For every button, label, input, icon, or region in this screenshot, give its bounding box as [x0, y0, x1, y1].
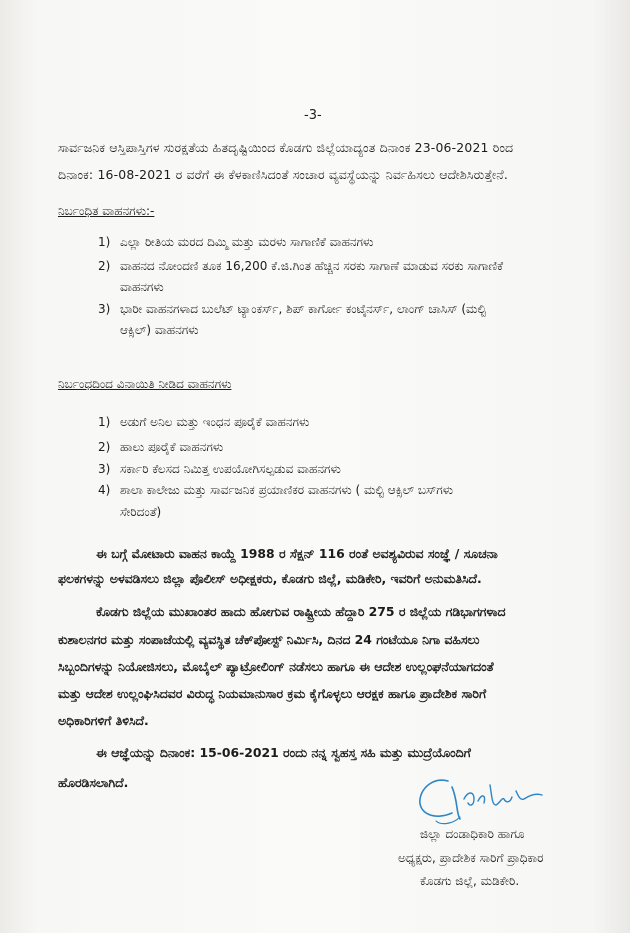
- para3-line-1: ಈ ಆಜ್ಞೆಯನ್ನು ದಿನಾಂಕ: 15-06-2021 ರಂದು ನನ್ನ ಸ್ವಹಸ್ತ ಸಹಿ ಮತ್ತು ಮುದ್ರೆಯೊಂದಿಗೆ: [96, 745, 471, 760]
- intro-line-2: ದಿನಾಂಕ: 16-08-2021 ರ ವರೆಗೆ ಈ ಕೆಳಕಾಣಿಸಿದಂತೆ ಸಂಚಾರ ವ್ಯವಸ್ಥೆಯನ್ನು ನಿರ್ವಹಿಸಲು ಆದೇಶಿಸಿರುತ್ತೇನೆ.: [58, 167, 508, 182]
- handwritten-signature: [412, 773, 572, 828]
- signatory-title-line-3: ಕೊಡಗು ಜಿಲ್ಲೆ, ಮಡಿಕೇರಿ.: [420, 874, 520, 888]
- list-text: ವಾಹನದ ನೋಂದಣಿ ತೂಕ 16,200 ಕೆ.ಜಿ.ಗಿಂತ ಹೆಚ್ಚಿನ ಸರಕು ಸಾಗಾಣೆ ಮಾಡುವ ಸರಕು ಸಾಗಾಣಿಕೆ: [120, 259, 504, 273]
- para3-line-2: ಹೊರಡಿಸಲಾಗಿದೆ.: [58, 775, 129, 790]
- page-number: -3-: [304, 108, 322, 123]
- list-text: ಅಡುಗೆ ಅನಿಲ ಮತ್ತು ಇಂಧನ ಪೂರೈಕೆ ವಾಹನಗಳು: [120, 415, 310, 429]
- para1-line-1: ಈ ಬಗ್ಗೆ ಮೋಟಾರು ವಾಹನ ಕಾಯ್ದೆ 1988 ರ ಸೆಕ್ಷನ್ 116 ರಂತೆ ಅವಶ್ಯವಿರುವ ಸಂಜ್ಞೆ / ಸೂಚನಾ: [96, 546, 498, 561]
- list-item: [98, 440, 223, 455]
- list-item: [98, 235, 373, 250]
- para2-line-4: ಮತ್ತು ಆದೇಶ ಉಲ್ಲಂಘಿಸಿದವರ ವಿರುದ್ಧ ನಿಯಮಾನುಸಾರ ಕ್ರಮ ಕೈಗೊಳ್ಳಲು ಆರಕ್ಷಕ ಹಾಗೂ ಪ್ರಾದೇಶಿಕ ಸಾರಿಗೆ: [58, 686, 487, 701]
- list-number: 3): [98, 462, 111, 476]
- list-item-continuation: ಸೇರಿದಂತೆ): [120, 505, 162, 519]
- list-number: 2): [98, 440, 111, 454]
- intro-line-1: ಸಾರ್ವಜನಿಕ ಆಸ್ತಿಪಾಸ್ತಿಗಳ ಸುರಕ್ಷತೆಯ ಹಿತದೃಷ್ಟಿಯಿಂದ ಕೊಡಗು ಜಿಲ್ಲೆಯಾದ್ಯಂತ ದಿನಾಂಕ 23-06-2021 ರಿಂದ: [58, 140, 514, 155]
- para2-line-5: ಅಧಿಕಾರಿಗಳಿಗೆ ತಿಳಿಸಿದೆ.: [58, 713, 149, 728]
- list-text: ಭಾರೀ ವಾಹನಗಳಾದ ಬುಲೆಟ್ ಟ್ಯಾಂಕರ್ಸ್, ಶಿಪ್ ಕಾರ್ಗೋ ಕಂಟೈನರ್ಸ್, ಲಾಂಗ್ ಚಾಸಿಸ್ (ಮಲ್ಟಿ: [120, 302, 486, 316]
- para2-line-2: ಕುಶಾಲನಗರ ಮತ್ತು ಸಂಪಾಜೆಯಲ್ಲಿ ವ್ಯವಸ್ಥಿತ ಚೆಕ್‌ಪೋಸ್ಟ್ ನಿರ್ಮಿಸಿ, ದಿನದ 24 ಗಂಟೆಯೂ ನಿಗಾ ವಹಿಸಲು: [58, 632, 480, 647]
- list-item: [98, 462, 341, 477]
- list-item-continuation: ವಾಹನಗಳು: [120, 280, 164, 294]
- signatory-title-line-2: ಅಧ್ಯಕ್ಷರು, ಪ್ರಾದೇಶಿಕ ಸಾರಿಗೆ ಪ್ರಾಧಿಕಾರ: [398, 851, 544, 865]
- signatory-title-line-1: ಜಿಲ್ಲಾ ದಂಡಾಧಿಕಾರಿ ಹಾಗೂ: [420, 827, 525, 841]
- list-item: [98, 302, 486, 317]
- exempted-heading: ನಿರ್ಬಂಧದಿಂದ ವಿನಾಯಿತಿ ನೀಡಿದ ವಾಹನಗಳು: [58, 377, 232, 391]
- list-item: [98, 483, 453, 498]
- para1-line-2: ಫಲಕಗಳನ್ನು ಅಳವಡಿಸಲು ಜಿಲ್ಲಾ ಪೊಲೀಸ್ ಅಧೀಕ್ಷಕರು, ಕೊಡಗು ಜಿಲ್ಲೆ, ಮಡಿಕೇರಿ, ಇವರಿಗೆ ಅನುಮತಿಸಿದೆ.: [58, 571, 482, 586]
- list-text: ಹಾಲು ಪೂರೈಕೆ ವಾಹನಗಳು: [120, 440, 224, 454]
- list-item: [98, 259, 503, 274]
- para2-line-3: ಸಿಬ್ಬಂದಿಗಳನ್ನು ನಿಯೋಜಿಸಲು, ಮೊಬೈಲ್ ಪ್ಯಾಟ್ರೋಲಿಂಗ್ ನಡೆಸಲು ಹಾಗೂ ಈ ಆದೇಶ ಉಲ್ಲಂಘನೆಯಾಗದಂತೆ: [58, 659, 494, 674]
- list-text: ಸರ್ಕಾರಿ ಕೆಲಸದ ನಿಮಿತ್ತ ಉಪಯೋಗಿಸಲ್ಪಡುವ ವಾಹನಗಳು: [120, 462, 341, 476]
- para2-line-1: ಕೊಡಗು ಜಿಲ್ಲೆಯ ಮುಖಾಂತರ ಹಾದು ಹೋಗುವ ರಾಷ್ಟ್ರೀಯ ಹೆದ್ದಾರಿ 275 ರ ಜಿಲ್ಲೆಯ ಗಡಿಭಾಗಗಳಾದ: [96, 604, 506, 619]
- list-number: 1): [98, 235, 111, 249]
- list-number: 4): [98, 483, 111, 497]
- list-text: ಶಾಲಾ ಕಾಲೇಜು ಮತ್ತು ಸಾರ್ವಜನಿಕ ಪ್ರಯಾಣಿಕರ ವಾಹನಗಳು ( ಮಲ್ಟಿ ಆಕ್ಸಿಲ್ ಬಸ್‌ಗಳು: [120, 483, 454, 497]
- list-item: [98, 415, 309, 430]
- list-number: 2): [98, 259, 111, 273]
- list-text: ಎಲ್ಲಾ ರೀತಿಯ ಮರದ ದಿಮ್ಮಿ ಮತ್ತು ಮರಳು ಸಾಗಾಣಿಕೆ ವಾಹನಗಳು: [120, 235, 374, 249]
- list-number: 1): [98, 415, 111, 429]
- restricted-heading: ನಿರ್ಬಂಧಿತ ವಾಹನಗಳು:-: [58, 204, 155, 218]
- list-item-continuation: ಆಕ್ಸಿಲ್) ವಾಹನಗಳು: [120, 323, 199, 337]
- list-number: 3): [98, 302, 111, 316]
